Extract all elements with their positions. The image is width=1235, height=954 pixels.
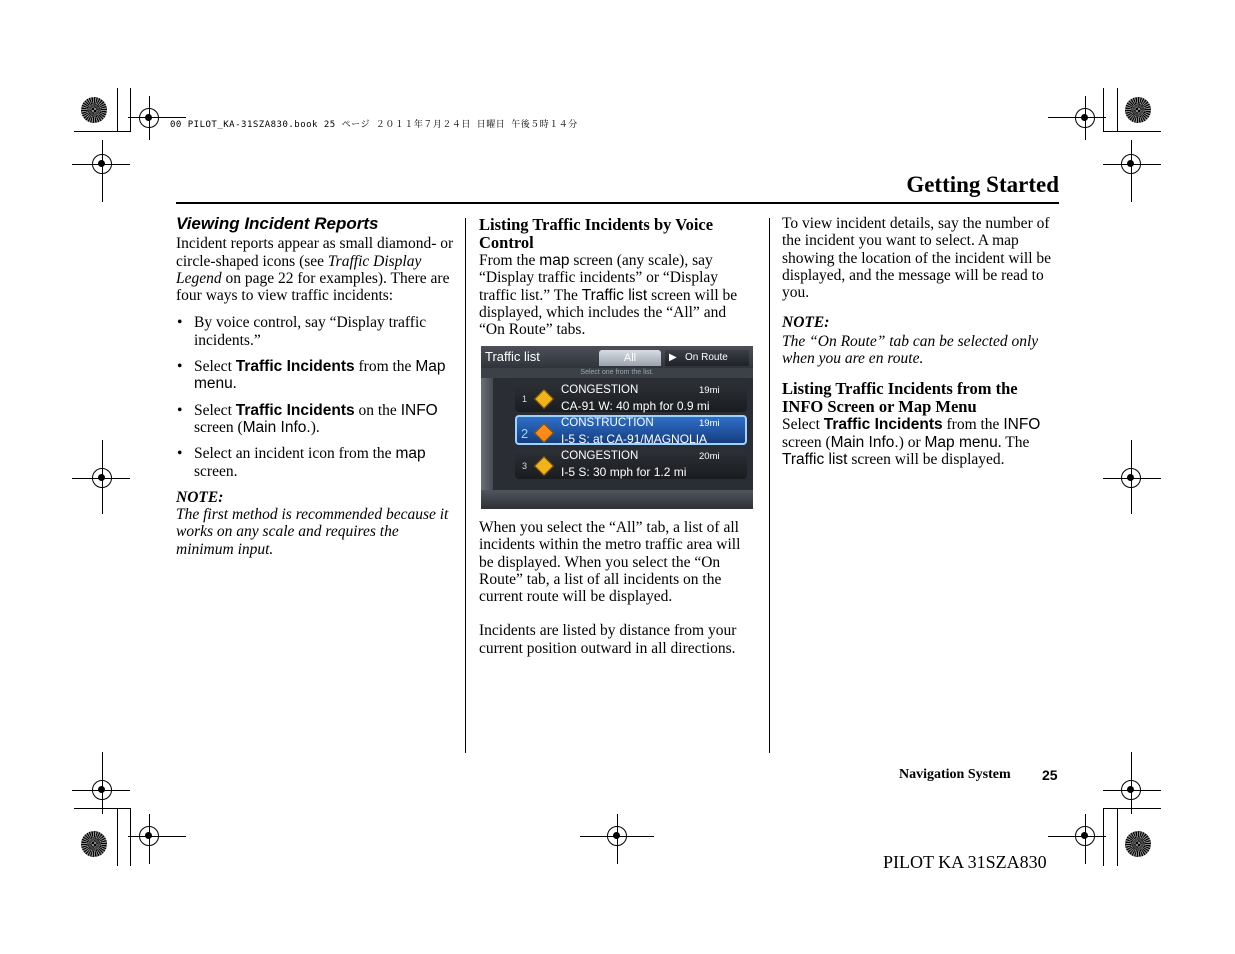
list-item: • By voice control, say “Display traffic incidents.” bbox=[177, 314, 427, 349]
incident-distance: 19mi bbox=[699, 385, 720, 396]
screen-name: map bbox=[395, 445, 426, 463]
list-item-text: on the bbox=[354, 401, 401, 419]
column-2 bbox=[479, 216, 755, 338]
list-item: • Select Traffic Incidents on the INFO screen (Main Info.). bbox=[177, 401, 438, 436]
registration-sunburst-icon bbox=[81, 831, 107, 857]
incident-type: CONGESTION bbox=[561, 384, 639, 396]
screen-name: INFO bbox=[400, 401, 438, 419]
body-text: . The bbox=[997, 433, 1030, 451]
incident-distance: 19mi bbox=[699, 418, 720, 429]
menu-item-name: Traffic Incidents bbox=[823, 416, 943, 434]
distance-paragraph: Incidents are listed by distance from your current position outward in all directions. bbox=[479, 622, 737, 657]
incident-distance: 20mi bbox=[699, 451, 720, 462]
body-text: ) or bbox=[898, 433, 925, 451]
tab-on-route-label: On Route bbox=[685, 352, 728, 363]
screen-name: Main Info. bbox=[242, 418, 311, 436]
incident-type: CONSTRUCTION bbox=[561, 417, 654, 429]
header-rule bbox=[176, 202, 1059, 204]
note-label: NOTE: bbox=[176, 488, 224, 506]
intro-paragraph bbox=[176, 235, 454, 304]
intro-text: on page 22 for examples). There are four ways to view traffic incidents: bbox=[176, 269, 450, 305]
note-text: The first method is recommended because it works on any scale and requires the minimum input. bbox=[176, 506, 449, 558]
screen-title: Traffic list bbox=[485, 349, 540, 364]
screen-name: Traffic list bbox=[581, 286, 648, 304]
screen-bottom-bar bbox=[481, 490, 753, 509]
cross-reference: Traffic Display Legend bbox=[176, 252, 422, 287]
incident-description: CA-91 W: 40 mph for 0.9 mi bbox=[561, 399, 710, 413]
list-item: • Select Traffic Incidents from the Map menu. bbox=[177, 358, 446, 393]
incident-type: CONGESTION bbox=[561, 450, 639, 462]
incident-description: I-5 S: at CA-91/MAGNOLIA bbox=[561, 432, 708, 446]
column-2-lower bbox=[479, 519, 755, 657]
print-header: 00 PILOT_KA-31SZA830.book 25 ページ ２０１１年７月２４日 日曜日 午後５時１４分 bbox=[170, 120, 578, 130]
list-item-text: By voice control, say “Display traffic incidents.” bbox=[194, 314, 427, 349]
body-text: screen will be displayed, which includes the “All” and “On Route” tabs. bbox=[479, 286, 738, 339]
method-list bbox=[176, 314, 454, 479]
screen-name: map bbox=[539, 252, 570, 269]
screen-name: Map menu bbox=[194, 358, 446, 393]
list-item-text: ). bbox=[310, 418, 320, 436]
document-code: PILOT KA 31SZA830 bbox=[883, 852, 1047, 872]
screen-name: Traffic list bbox=[782, 450, 848, 468]
play-arrow-icon: ▶ bbox=[669, 352, 677, 363]
screen-name: INFO bbox=[1003, 416, 1041, 434]
scroll-panel bbox=[481, 378, 493, 490]
body-text: from the bbox=[942, 416, 1004, 434]
list-item-text: Select bbox=[194, 358, 236, 376]
list-item-text: screen. bbox=[194, 462, 238, 480]
list-item: • Select an incident icon from the map screen. bbox=[177, 445, 426, 480]
tabs-paragraph: When you select the “All” tab, a list of all incidents within the metro traffic area will be displayed. When you select the “On Route” tab, a list of all incidents on the current route will be displayed. bbox=[479, 519, 741, 606]
note-text: The “On Route” tab can be selected only when you are en route. bbox=[782, 332, 1039, 368]
footer-label: Navigation System bbox=[899, 767, 1011, 782]
column-divider bbox=[465, 218, 466, 753]
registration-sunburst-icon bbox=[1125, 831, 1151, 857]
page-number: 25 bbox=[1042, 767, 1058, 783]
registration-sunburst-icon bbox=[1125, 97, 1151, 123]
intro-text: Incident reports appear as small diamond- or circle-shaped icons (see bbox=[176, 235, 454, 270]
incident-number: 2 bbox=[521, 426, 529, 441]
column-3 bbox=[782, 215, 1060, 468]
screen-hint: Select one from the list. bbox=[481, 368, 753, 378]
traffic-list-screenshot bbox=[481, 346, 753, 509]
incident-description: I-5 S: 30 mph for 1.2 mi bbox=[561, 465, 687, 479]
heading-viewing-incident-reports: Viewing Incident Reports bbox=[176, 214, 379, 233]
info-paragraph bbox=[782, 416, 1060, 468]
list-item-text: Select bbox=[194, 401, 236, 419]
list-item-text: . bbox=[232, 375, 237, 393]
column-divider bbox=[769, 218, 770, 753]
incident-number: 3 bbox=[522, 461, 528, 471]
body-text: Select bbox=[782, 416, 824, 434]
note-label: NOTE: bbox=[782, 314, 830, 332]
screen-name: Map menu bbox=[924, 433, 998, 451]
screen-name: Main Info. bbox=[830, 433, 899, 451]
heading-info-screen: Listing Traffic Incidents from the INFO Screen or Map Menu bbox=[782, 379, 1018, 417]
menu-item-name: Traffic Incidents bbox=[235, 358, 355, 376]
incident-number: 1 bbox=[522, 394, 528, 404]
body-text: From the bbox=[479, 252, 540, 269]
registration-sunburst-icon bbox=[81, 97, 107, 123]
body-text: screen (any scale), say “Display traffic incidents” or “Display traffic list.” The bbox=[479, 252, 719, 304]
section-title: Getting Started bbox=[906, 172, 1059, 197]
tab-on-route bbox=[665, 350, 749, 366]
voice-paragraph bbox=[479, 252, 755, 338]
column-1 bbox=[176, 215, 454, 558]
list-item-text: screen ( bbox=[194, 418, 243, 436]
list-item-text: Select an incident icon from the bbox=[194, 445, 396, 463]
list-item-text: from the bbox=[354, 358, 416, 376]
body-text: screen will be displayed. bbox=[847, 450, 1005, 468]
heading-voice-control: Listing Traffic Incidents by Voice Control bbox=[479, 215, 714, 252]
tab-all: All bbox=[599, 350, 661, 366]
menu-item-name: Traffic Incidents bbox=[235, 401, 355, 419]
body-text: screen ( bbox=[782, 433, 831, 451]
details-paragraph: To view incident details, say the number of the incident you want to select. A map showing the location of the incident will be displayed, and the message will be read to you. bbox=[782, 215, 1052, 302]
